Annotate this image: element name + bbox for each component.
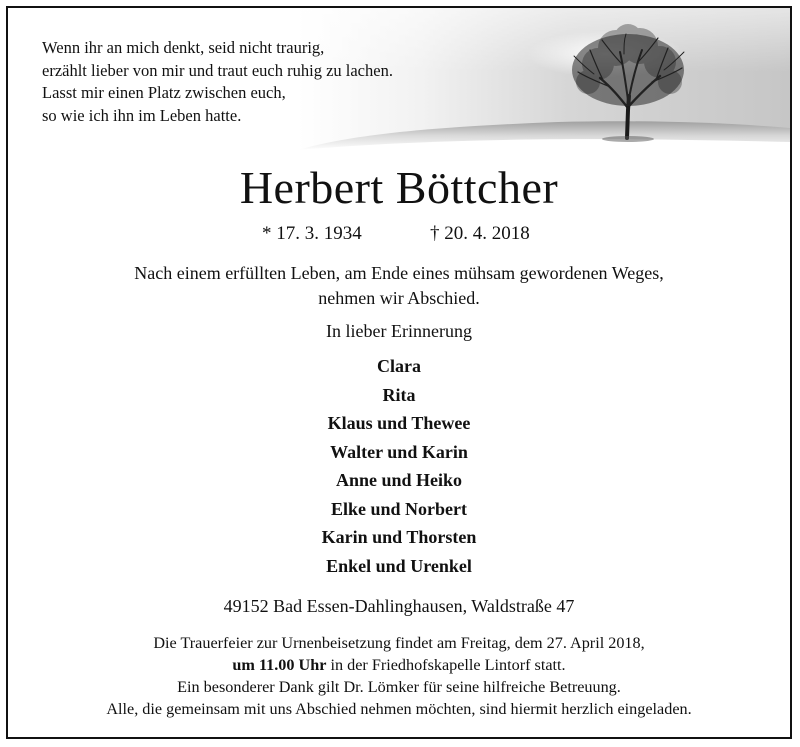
mourner-name: Anne und Heiko — [335, 470, 463, 490]
obituary-notice — [6, 6, 792, 739]
verse-line: so wie ich ihn im Leben hatte. — [42, 105, 242, 125]
service-time: um 11.00 Uhr — [232, 656, 327, 674]
death-date: † 20. 4. 2018 — [430, 223, 530, 244]
mourner-name: Rita — [382, 384, 416, 405]
mourner-name: Enkel und Urenkel — [326, 555, 472, 576]
memorial-verse — [42, 37, 393, 127]
mourner-name: Elke und Norbert — [330, 498, 467, 519]
thanks-line: Ein besonderer Dank gilt Dr. Lömker für seine hilfreiche Betreuung. — [177, 678, 621, 696]
deceased-name: Herbert Böttcher — [239, 162, 559, 213]
farewell-line: nehmen wir Abschied. — [318, 288, 480, 308]
service-location: in der Friedhofskapelle Lintorf statt. — [326, 656, 566, 674]
verse-line: Wenn ihr an mich denkt, seid nicht traurig, — [42, 38, 325, 57]
mourner-name: Walter und Karin — [330, 441, 468, 462]
verse-line: erzählt lieber von mir und traut euch ruhig zu lachen. — [42, 60, 393, 80]
service-line: Die Trauerfeier zur Urnenbeisetzung findet am Freitag, dem 27. April 2018, — [153, 634, 645, 652]
header-banner — [8, 8, 790, 150]
verse-line: Lasst mir einen Platz zwischen euch, — [42, 83, 286, 102]
birth-date: * 17. 3. 1934 — [262, 223, 362, 244]
mourner-name: Karin und Thorsten — [321, 527, 477, 547]
service-details — [8, 632, 790, 720]
farewell-line: Nach einem erfüllten Leben, am Ende eines mühsam gewordenen Weges, — [134, 263, 664, 283]
service-line — [8, 654, 790, 676]
in-memory-heading: In lieber Erinnerung — [326, 321, 472, 341]
mourner-name: Clara — [377, 356, 421, 376]
mourner-name: Klaus und Thewee — [327, 413, 471, 433]
life-dates — [8, 222, 790, 246]
farewell-text — [8, 261, 790, 311]
invitation-line: Alle, die gemeinsam mit uns Abschied nehmen möchten, sind hiermit herzlich eingeladen. — [106, 700, 692, 718]
mourners-list — [8, 352, 790, 580]
family-address: 49152 Bad Essen-Dahlinghausen, Waldstraße 47 — [223, 596, 575, 616]
